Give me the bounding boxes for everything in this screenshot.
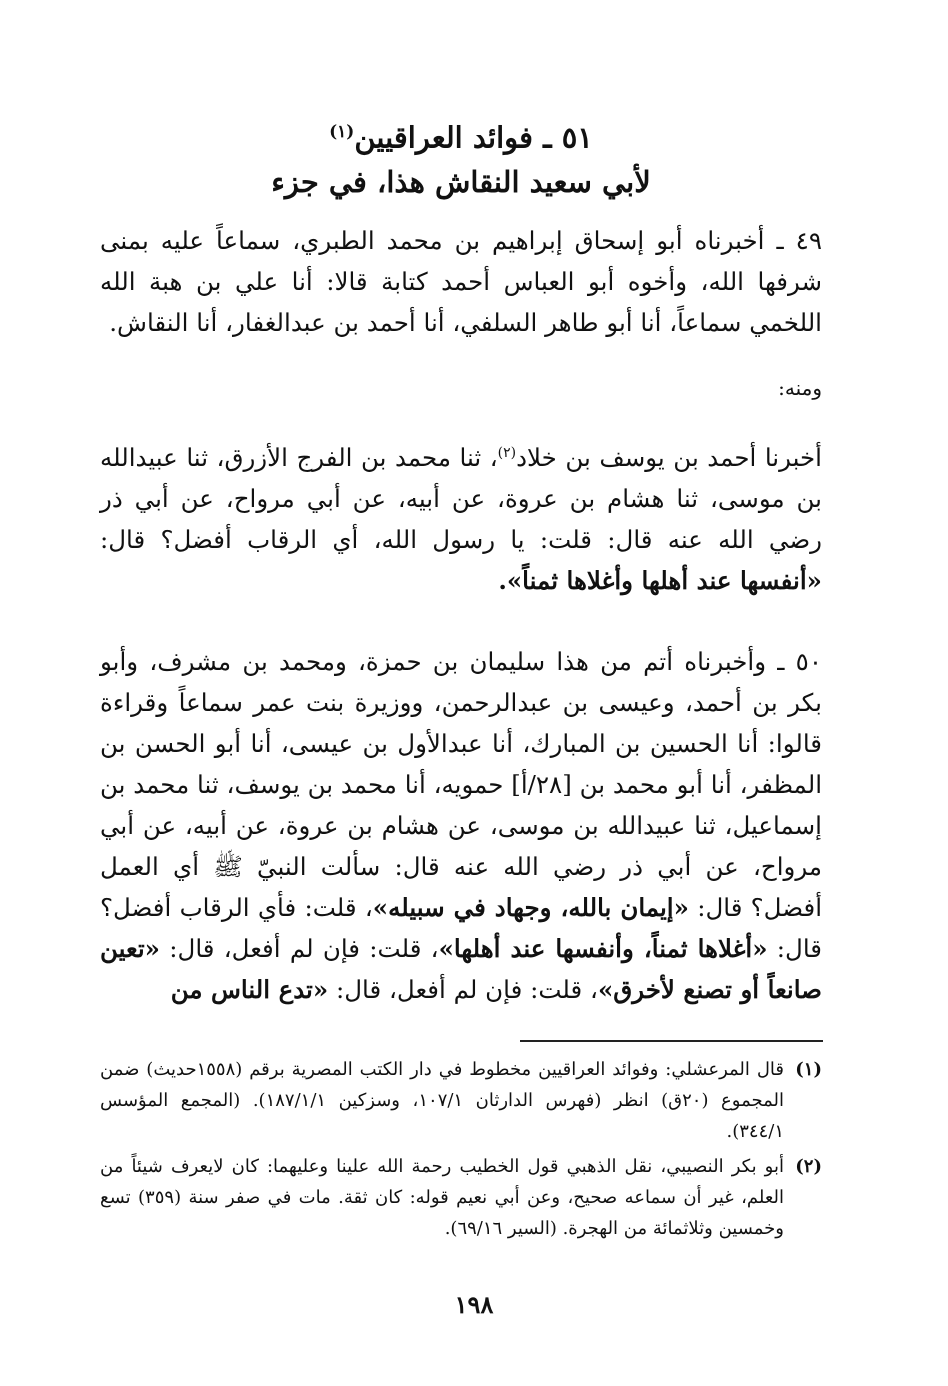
- hadith-2-chain: ٥٠ ـ وأخبرناه أتم من هذا سليمان بن حمزة، ومحمد بن مشرف، وأبو بكر بن أحمد، وعيسى بن عبدالرحمن، ووزيرة بنت عمر سماعاً وقراءة قالوا: أنا الحسين بن المبارك، أنا عبدالأول بن عيسى، أنا أبو الحسن بن المظفر، أنا أبو محمد بن [٢٨/أ] حمويه، أنا محمد بن يوسف، ثنا محمد بن إسماعيل، ثنا عبيدالله بن موسى، عن هشام بن عروة، عن أبيه، عن أبي مرواح، عن أبي ذر رضي الله عنه قال: سألت النبيّ ﷺ أي العمل أفضل؟ قال:: [100, 646, 823, 922]
- chapter-title: [100, 110, 822, 160]
- hadith-2-matn-2: «أغلاها ثمناً، وأنفسها عند أهلها»: [438, 933, 768, 963]
- footnote-ref-2: (٢): [497, 444, 517, 461]
- footnote-2: [100, 1151, 822, 1244]
- hadith-2-text-2: ، قلت: فأي الرقاب أفضل؟ قال:: [100, 892, 823, 963]
- hadith-2-matn-3: «تعين صانعاً أو تصنع لأخرق»: [100, 933, 822, 1004]
- chapter-heading: [100, 110, 822, 204]
- hadith-2-matn-1: «إيمان بالله، وجهاد في سبيله»: [372, 892, 689, 922]
- page-number: ١٩٨: [454, 1290, 494, 1319]
- body-text: [100, 220, 822, 1010]
- paragraph-49: ٤٩ ـ أخبرناه أبو إسحاق إبراهيم بن محمد الطبري، سماعاً عليه بمنى شرفها الله، وأخوه أبو العباس أحمد كتابة قالا: أنا علي بن هبة الله اللخمي سماعاً، أنا أبو طاهر السلفي، أنا أحمد بن عبدالغفار، أنا النقاش.: [100, 225, 822, 337]
- footnote-2-number: (٢): [795, 1156, 822, 1177]
- chapter-title-text: ٥١ ـ فوائد العراقيين: [354, 120, 593, 155]
- footnote-1-text: قال المرعشلي: وفوائد العراقيين مخطوط في دار الكتب المصرية برقم (١٥٥٨حديث) ضمن المجموع (٢٠ق) انظر (فهرس الدارثان ١٠٧/١، وسزكين ١٨٧/١/١). (المجمع المؤسس ٣٤٤/١).: [100, 1059, 785, 1142]
- footnotes: [100, 1054, 822, 1248]
- hadith-2-text-3: ، قلت: فإن لم أفعل، قال:: [169, 933, 439, 963]
- hadith-2-matn-4: «تدع الناس من: [170, 974, 329, 1004]
- paragraph-50: [100, 641, 822, 1010]
- hadith-1-chain-start: أخبرنا أحمد بن يوسف بن خلاد: [516, 442, 822, 472]
- footnote-ref-1: (١): [329, 122, 355, 142]
- hadith-2-text-4: ، قلت: فإن لم أفعل، قال:: [335, 974, 598, 1004]
- paragraph-hadith-1: [100, 433, 822, 601]
- paragraph-wamin: ومنه:: [778, 375, 822, 400]
- hadith-1-matn: «أنفسها عند أهلها وأغلاها ثمناً».: [498, 565, 822, 595]
- footnote-1-number: (١): [795, 1059, 822, 1080]
- hadith-1-chain-rest: ، ثنا محمد بن الفرج الأزرق، ثنا عبيدالله بن موسى، ثنا هشام بن عروة، عن أبيه، عن أبي مرواح، عن أبي ذر رضي الله عنه قال: قلت: يا رسول الله، أي الرقاب أفضل؟ قال:: [100, 442, 822, 554]
- footnote-divider: [520, 1040, 823, 1042]
- footnote-2-text: أبو بكر النصيبي، نقل الذهبي قول الخطيب رحمة الله علينا وعليهما: كان لايعرف شيئاً من العلم، غير أن سماعه صحيح، وعن أبي نعيم قوله: كان ثقة. مات في صفر سنة (٣٥٩) تسع وخمسين وثلاثمائة من الهجرة. (السير ٦٩/١٦).: [100, 1156, 784, 1239]
- page-content: [100, 100, 822, 1010]
- footnote-1: [100, 1054, 822, 1147]
- chapter-subtitle: لأبي سعيد النقاش هذا، في جزء: [271, 164, 651, 199]
